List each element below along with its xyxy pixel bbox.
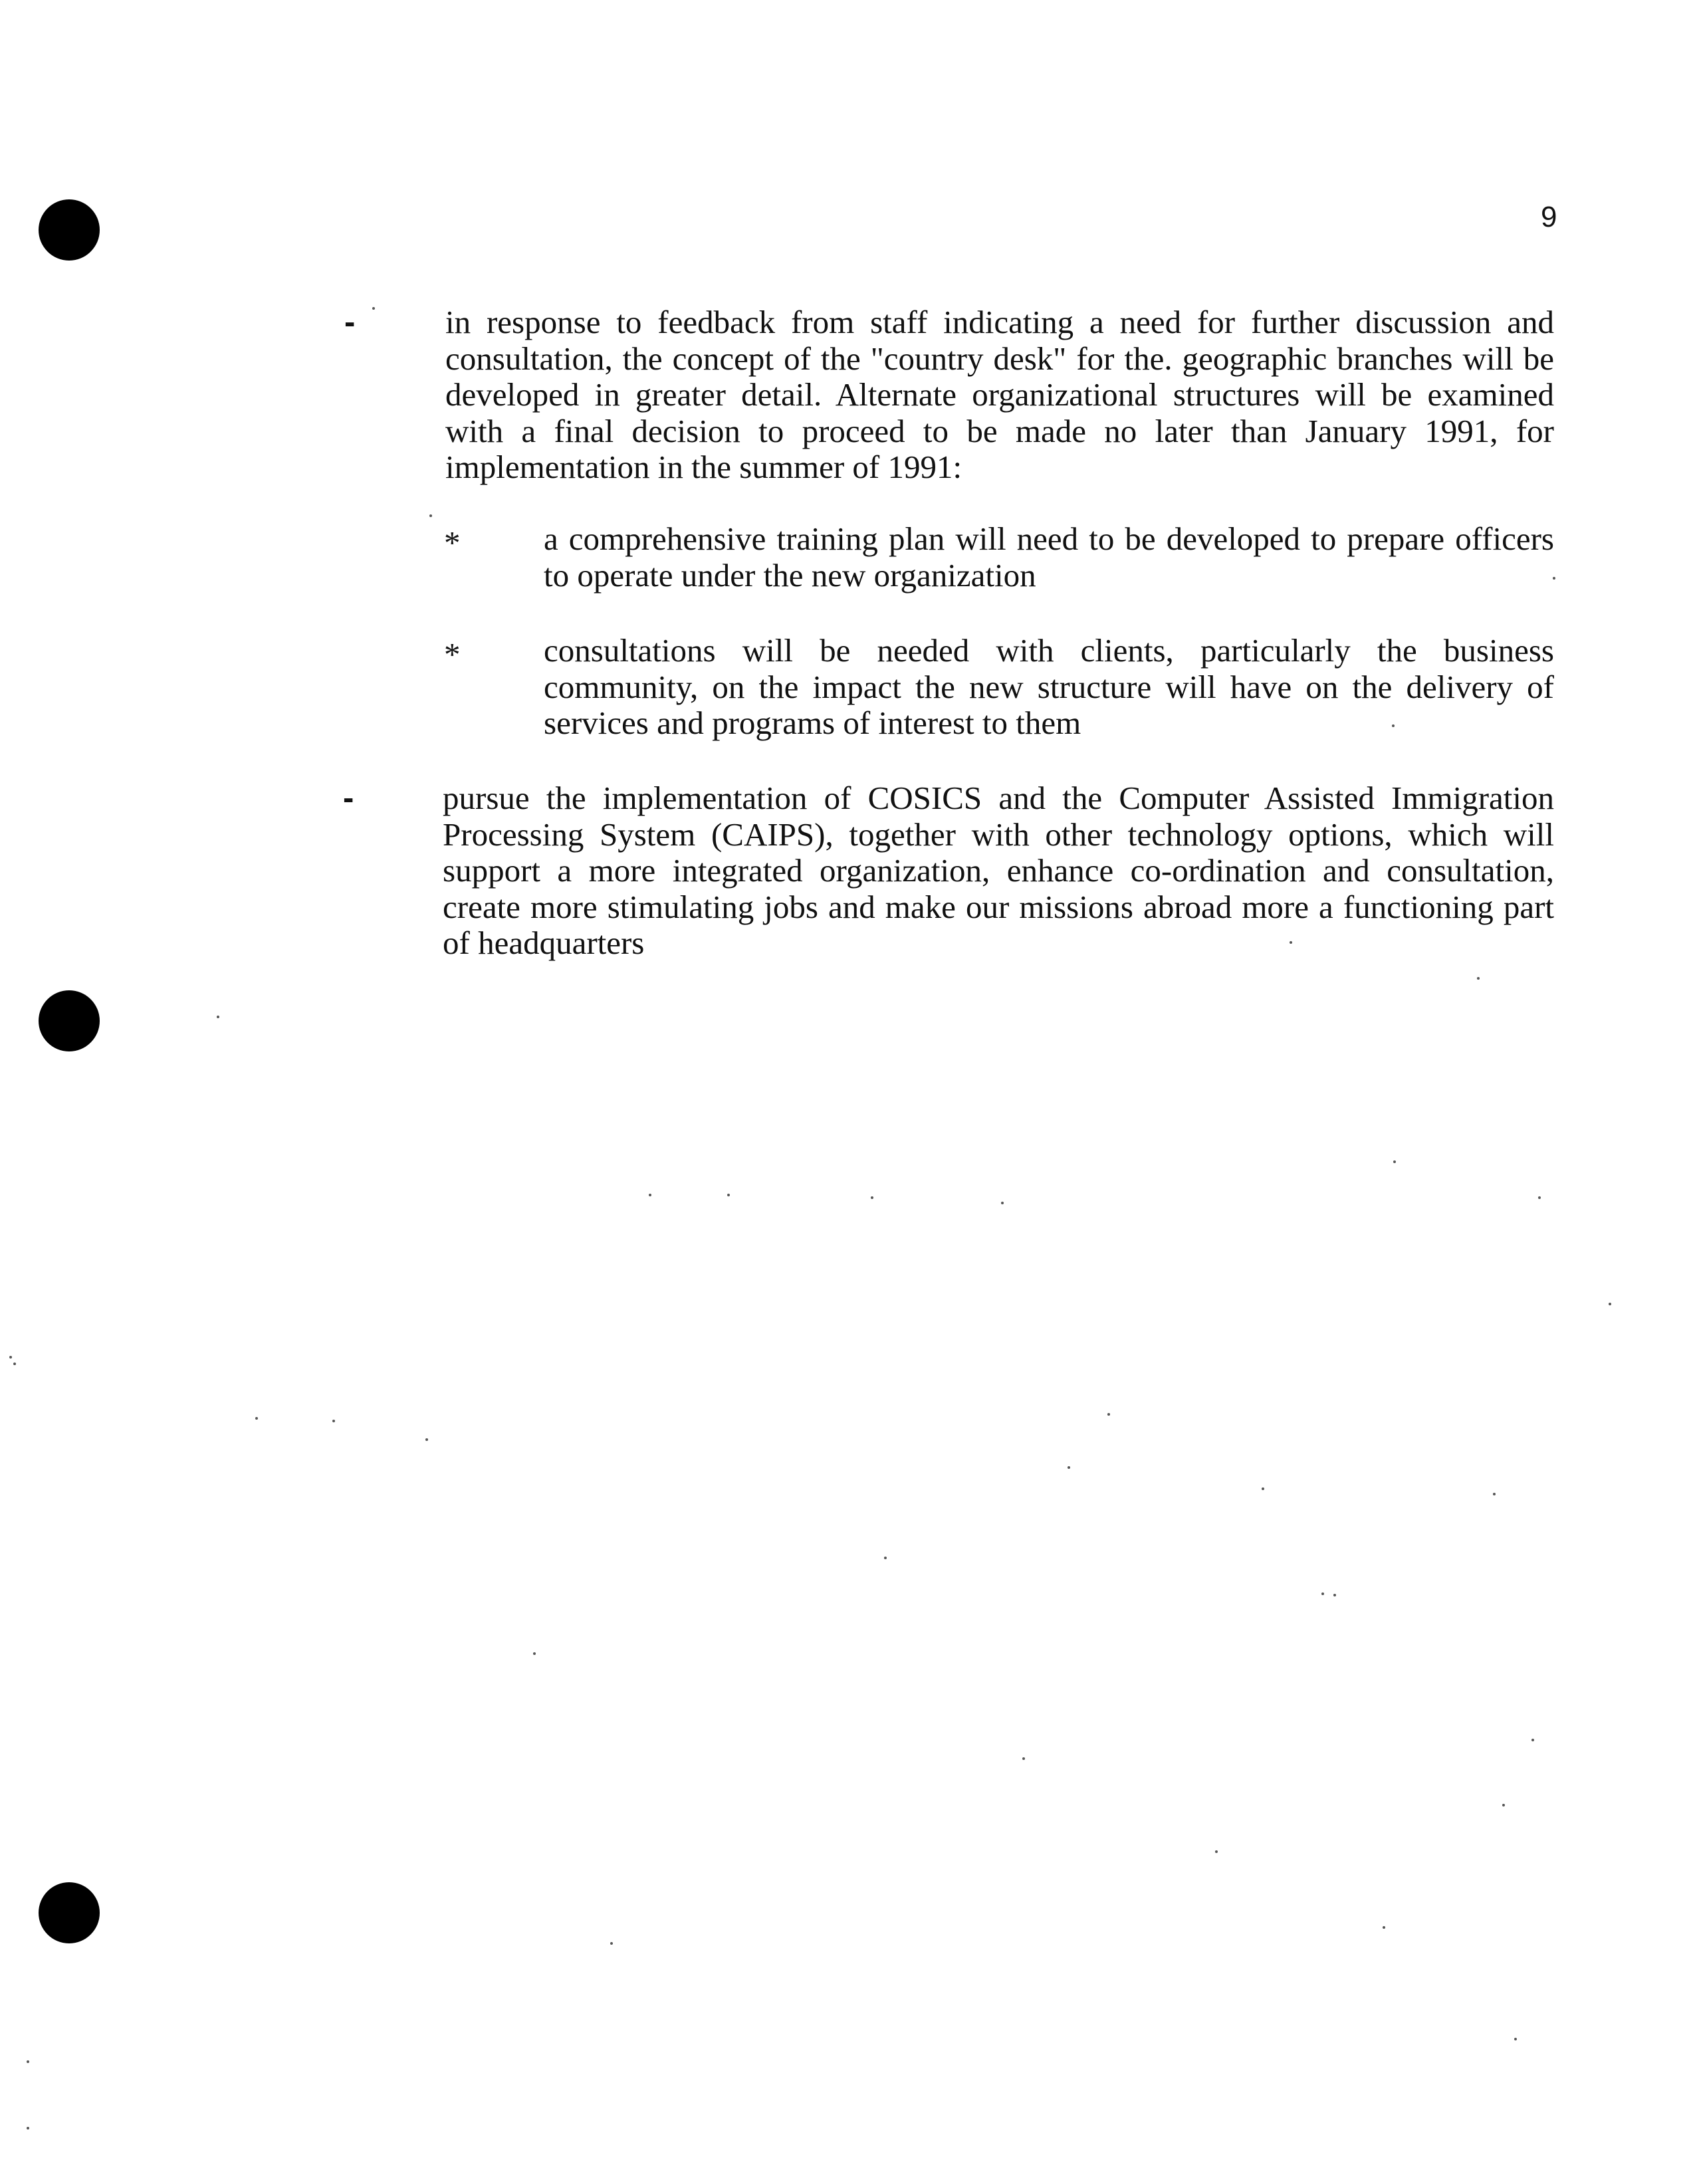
list-marker-dash: - [344, 304, 356, 340]
binder-hole-middle [39, 990, 100, 1051]
scan-speck [429, 514, 432, 517]
scan-speck [1215, 1850, 1218, 1853]
scan-speck [1068, 1466, 1070, 1469]
scan-speck [1531, 1739, 1534, 1741]
binder-hole-bottom [39, 1882, 100, 1943]
list-item-text: in response to feedback from staff indicating a need for further discussion and consultation, the concept of the "country desk" for the. geographic branches will be developed in greater detail. Alternate organizational structures will be examined with a final decision to proceed to be made no later than January 1991, for implementation in the summer of 1991: [445, 304, 1554, 485]
scan-speck [1514, 2038, 1517, 2040]
scan-speck [1107, 1413, 1110, 1416]
scan-speck [1383, 1926, 1385, 1929]
scan-speck [1333, 1594, 1336, 1596]
scan-speck [1321, 1592, 1324, 1595]
scan-speck [13, 1363, 16, 1365]
sub-list-item-text: consultations will be needed with clients, particularly the business community, on the impact the new structure will have on the delivery of services and programs of interest to them [544, 632, 1554, 741]
scan-speck [533, 1652, 536, 1655]
binder-hole-top [39, 199, 100, 261]
list-marker-dash: - [343, 780, 354, 816]
list-item-text: pursue the implementation of COSICS and the Computer Assisted Immigration Processing System (CAIPS), together with other technology options, which will support a more integrated organization, enhance co-ordination and consultation, create more stimulating jobs and make our missions abroad more a functioning part of headquarters [443, 780, 1554, 961]
scan-speck [9, 1356, 12, 1359]
scan-speck [1392, 724, 1395, 727]
scan-speck [372, 307, 375, 310]
scan-speck [1609, 1303, 1611, 1305]
scan-speck [1022, 1757, 1025, 1760]
scan-speck [27, 2127, 29, 2129]
scan-speck [1553, 577, 1555, 580]
list-marker-asterisk: * [444, 636, 461, 673]
list-marker-asterisk: * [444, 524, 461, 561]
scan-speck [884, 1557, 887, 1559]
scan-speck [425, 1438, 428, 1441]
scan-speck [1262, 1487, 1264, 1490]
scan-speck [1001, 1202, 1004, 1204]
scan-speck [27, 2060, 29, 2063]
scan-speck [217, 1016, 219, 1018]
scan-speck [1493, 1493, 1496, 1495]
scan-speck [649, 1194, 651, 1196]
scan-speck [1290, 941, 1292, 944]
scan-speck [1538, 1196, 1541, 1199]
sub-list-item-text: a comprehensive training plan will need to be developed to prepare officers to operate under the new organization [544, 520, 1554, 594]
scan-speck [610, 1942, 613, 1945]
scan-speck [871, 1196, 873, 1199]
scan-speck [1393, 1160, 1396, 1163]
scan-speck [332, 1420, 335, 1422]
scan-speck [727, 1194, 730, 1196]
page-number: 9 [1541, 201, 1557, 233]
scan-speck [255, 1417, 258, 1420]
scan-speck [1477, 977, 1480, 980]
scan-speck [1502, 1804, 1505, 1806]
